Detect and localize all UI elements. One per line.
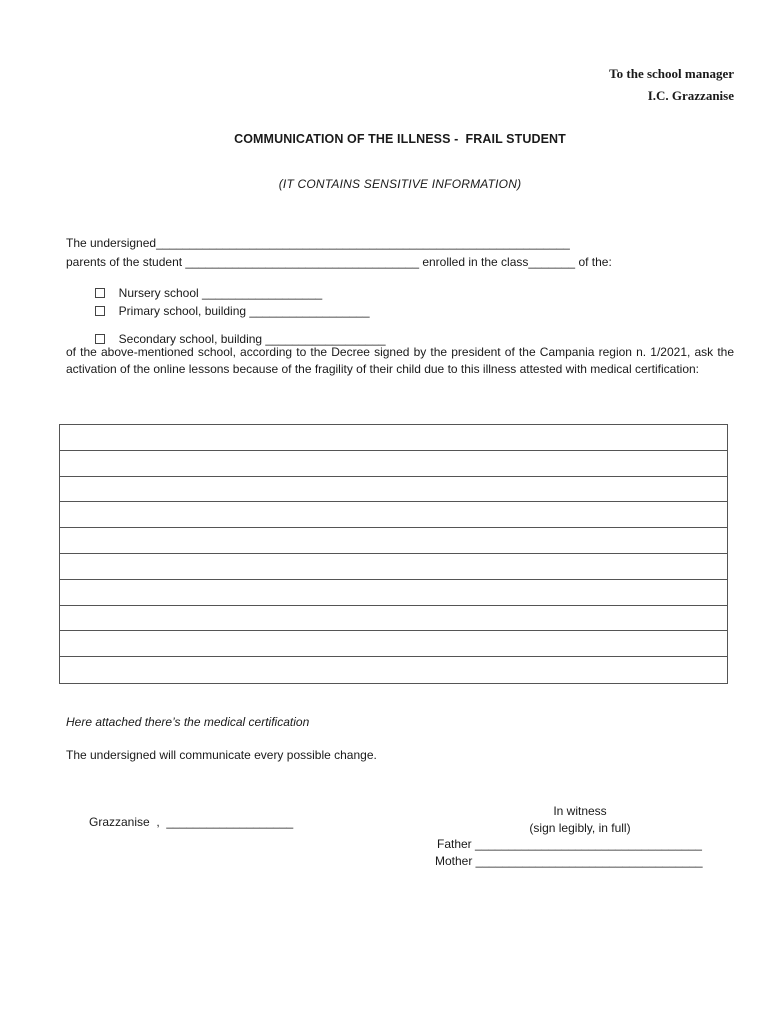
option-secondary-label: Secondary school, building __________________ xyxy=(118,332,386,346)
father-signature-field[interactable]: Father __________________________________ xyxy=(437,837,702,851)
document-subtitle: (IT CONTAINS SENSITIVE INFORMATION) xyxy=(278,177,522,191)
illness-row[interactable] xyxy=(60,477,727,503)
change-note: The undersigned will communicate every possible change. xyxy=(66,748,377,762)
attached-note: Here attached there’s the medical certification xyxy=(66,715,310,729)
option-primary[interactable] xyxy=(88,290,370,318)
document-title: COMMUNICATION OF THE ILLNESS - FRAIL STUDENT xyxy=(234,132,566,146)
recipient-line: To the school manager xyxy=(609,66,734,81)
illness-row[interactable] xyxy=(60,606,727,632)
illness-row[interactable] xyxy=(60,425,727,451)
illness-row[interactable] xyxy=(60,657,727,683)
illness-row[interactable] xyxy=(60,580,727,606)
illness-row[interactable] xyxy=(60,528,727,554)
undersigned-field[interactable]: The undersigned______________________________________________________________ xyxy=(66,236,570,250)
checkbox-secondary[interactable] xyxy=(95,334,105,344)
option-secondary[interactable] xyxy=(88,318,386,346)
illness-row[interactable] xyxy=(60,554,727,580)
sign-note: (sign legibly, in full) xyxy=(529,821,631,835)
illness-row[interactable] xyxy=(60,631,727,657)
request-paragraph: of the above-mentioned school, according to the Decree signed by the president of the Campania region n. 1/2021, ask the activation of the online lessons because of the fragility of their child due to this illness attested with medical certification: xyxy=(66,345,734,376)
illness-row[interactable] xyxy=(60,502,727,528)
mother-signature-field[interactable]: Mother __________________________________ xyxy=(435,854,703,868)
student-class-field[interactable]: parents of the student ___________________________________ enrolled in the class_______ of the: xyxy=(66,255,612,269)
option-nursery-label: Nursery school __________________ xyxy=(118,286,323,300)
option-primary-label: Primary school, building __________________ xyxy=(118,304,370,318)
checkbox-primary[interactable] xyxy=(95,306,105,316)
school-name: I.C. Grazzanise xyxy=(647,88,734,103)
illness-row[interactable] xyxy=(60,451,727,477)
place-date-field[interactable]: Grazzanise , ___________________ xyxy=(89,815,294,829)
witness-label: In witness xyxy=(553,804,607,818)
illness-table xyxy=(59,424,728,684)
